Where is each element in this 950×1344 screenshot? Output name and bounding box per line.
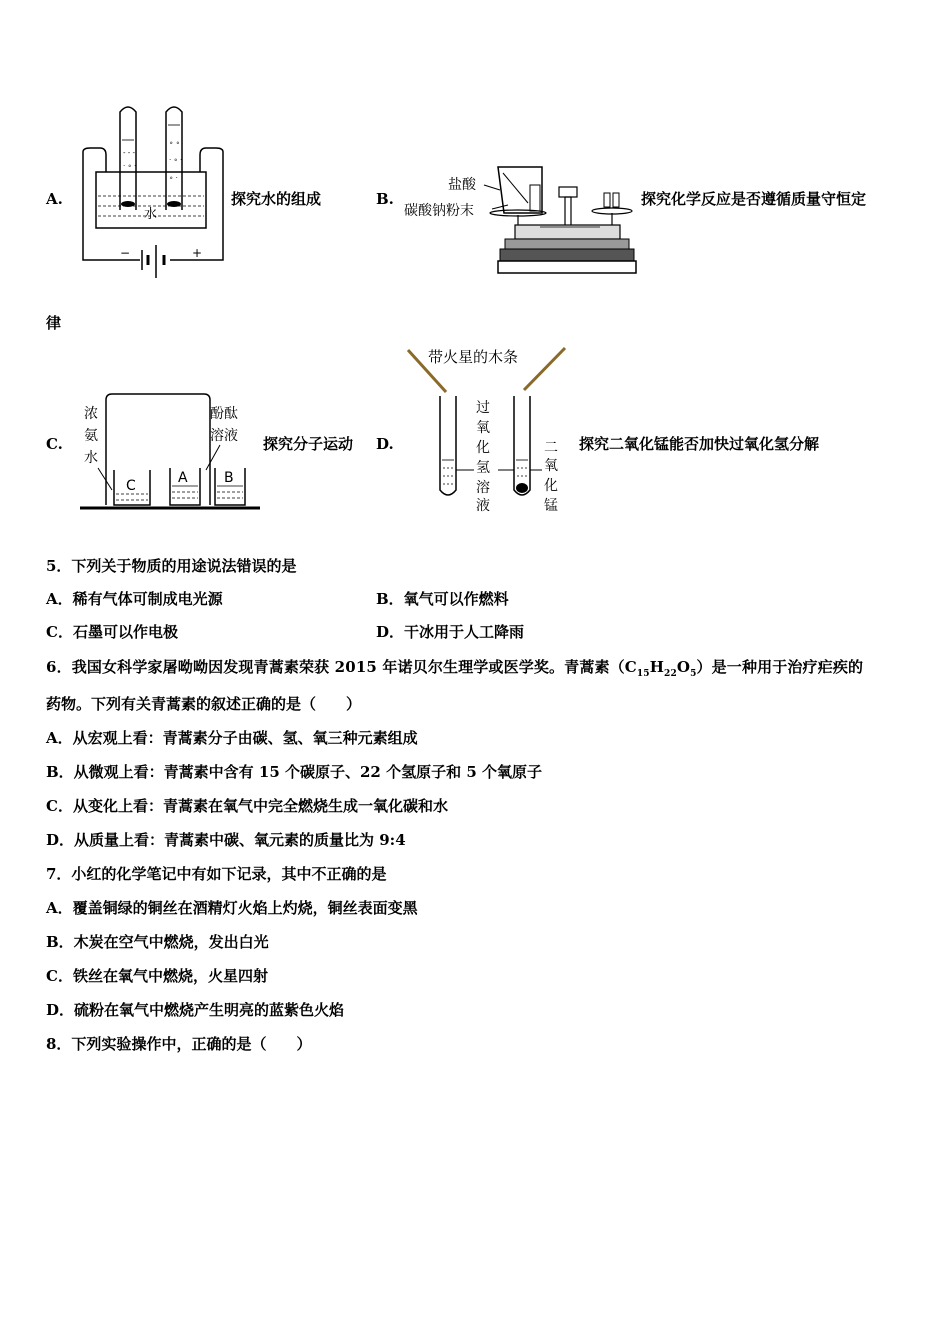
q6-sub-22: 22 <box>664 669 677 679</box>
ammonia-char-2: 氨 <box>84 428 98 444</box>
peroxide-char-2: 氧 <box>476 420 490 436</box>
peroxide-char-1: 过 <box>476 400 490 416</box>
q7-option-c: C．铁丝在氧气中燃烧，火星四射 <box>46 967 268 985</box>
q5-option-c: C．石墨可以作电极 <box>46 623 178 641</box>
option-b-text: 探究化学反应是否遵循质量守恒定 <box>641 190 867 208</box>
q6-option-c: C．从变化上看：青蒿素在氧气中完全燃烧生成一氧化碳和水 <box>46 797 448 815</box>
q7-stem: 7．小红的化学笔记中有如下记录，其中不正确的是 <box>46 865 387 883</box>
q6-stem-line1 <box>46 657 863 684</box>
q5-stem: 5．下列关于物质的用途说法错误的是 <box>46 557 297 575</box>
q6-stem-part2: ）是一种用于治疗疟疾的 <box>696 658 864 676</box>
cup-c-label: C <box>126 478 136 494</box>
powder-label: 碳酸钠粉末 <box>404 203 474 219</box>
cup-b-label: B <box>224 470 234 486</box>
mno2-char-4: 锰 <box>544 498 558 514</box>
peroxide-char-4: 氢 <box>476 460 490 476</box>
q7-option-a: A．覆盖铜绿的铜丝在酒精灯火焰上灼烧，铜丝表面变黑 <box>46 899 418 917</box>
mno2-char-1: 二 <box>544 440 558 456</box>
q6-option-d: D．从质量上看：青蒿素中碳、氧元素的质量比为 9:4 <box>46 831 406 849</box>
catalyst-figure <box>400 342 570 514</box>
svg-text:- - -: - - - <box>123 149 136 157</box>
q6-o: O <box>676 658 691 676</box>
svg-text:∘ ∘: ∘ ∘ <box>169 139 180 147</box>
phenol-line-2: 溶液 <box>210 428 238 444</box>
water-label: 水 <box>144 207 158 222</box>
acid-label: 盐酸 <box>448 177 476 193</box>
mno2-char-2: 氧 <box>544 458 558 474</box>
q5-option-a: A．稀有气体可制成电光源 <box>46 590 223 608</box>
q6-h: H <box>649 658 665 676</box>
ammonia-char-3: 水 <box>84 450 98 466</box>
option-b-label: B. <box>376 190 394 208</box>
svg-text:∘ ·: ∘ · <box>169 174 178 182</box>
q6-sub-15: 15 <box>636 669 650 679</box>
option-d-label: D. <box>376 435 394 453</box>
q8-stem: 8．下列实验操作中，正确的是（ ） <box>46 1035 312 1053</box>
phenol-line-1: 酚酞 <box>210 406 238 422</box>
q6-stem-part1: 6．我国女科学家屠呦呦因发现青蒿素荣获 2015 年诺贝尔生理学或医学奖。青蒿素（C <box>46 658 637 676</box>
option-b-text-cont: 律 <box>46 314 62 332</box>
q6-option-a: A．从宏观上看：青蒿素分子由碳、氢、氧三种元素组成 <box>46 729 418 747</box>
q7-option-b: B．木炭在空气中燃烧，发出白光 <box>46 933 269 951</box>
peroxide-char-5: 溶 <box>476 480 490 496</box>
minus-sign: − <box>120 246 131 260</box>
glowing-stick-label: 带火星的木条 <box>428 348 519 366</box>
balance-figure <box>400 165 640 277</box>
svg-text:· ∘ ·: · ∘ · <box>123 162 137 170</box>
option-a-label: A. <box>46 190 63 208</box>
q7-option-d: D．硫粉在氧气中燃烧产生明亮的蓝紫色火焰 <box>46 1001 345 1019</box>
option-d-text: 探究二氧化锰能否加快过氧化氢分解 <box>579 435 820 453</box>
option-a-text: 探究水的组成 <box>231 190 322 208</box>
ammonia-char-1: 浓 <box>84 406 98 422</box>
plus-sign: + <box>192 246 203 260</box>
peroxide-char-3: 化 <box>476 440 490 456</box>
option-c-text: 探究分子运动 <box>263 435 354 453</box>
q5-option-d: D．干冰用于人工降雨 <box>376 623 525 641</box>
q6-sub-5: 5 <box>690 669 697 679</box>
q5-option-b: B．氧气可以作燃料 <box>376 590 509 608</box>
option-c-label: C. <box>46 435 63 453</box>
molecule-figure <box>78 390 263 515</box>
peroxide-char-6: 液 <box>476 498 490 514</box>
cup-a-label: A <box>178 470 188 486</box>
q6-option-b: B．从微观上看：青蒿素中含有 15 个碳原子、22 个氢原子和 5 个氧原子 <box>46 763 542 781</box>
mno2-char-3: 化 <box>544 478 558 494</box>
electrolysis-figure <box>78 100 228 285</box>
svg-text:· ∘ ·: · ∘ · <box>169 156 183 164</box>
q6-stem-line2: 药物。下列有关青蒿素的叙述正确的是（ ） <box>46 695 362 713</box>
